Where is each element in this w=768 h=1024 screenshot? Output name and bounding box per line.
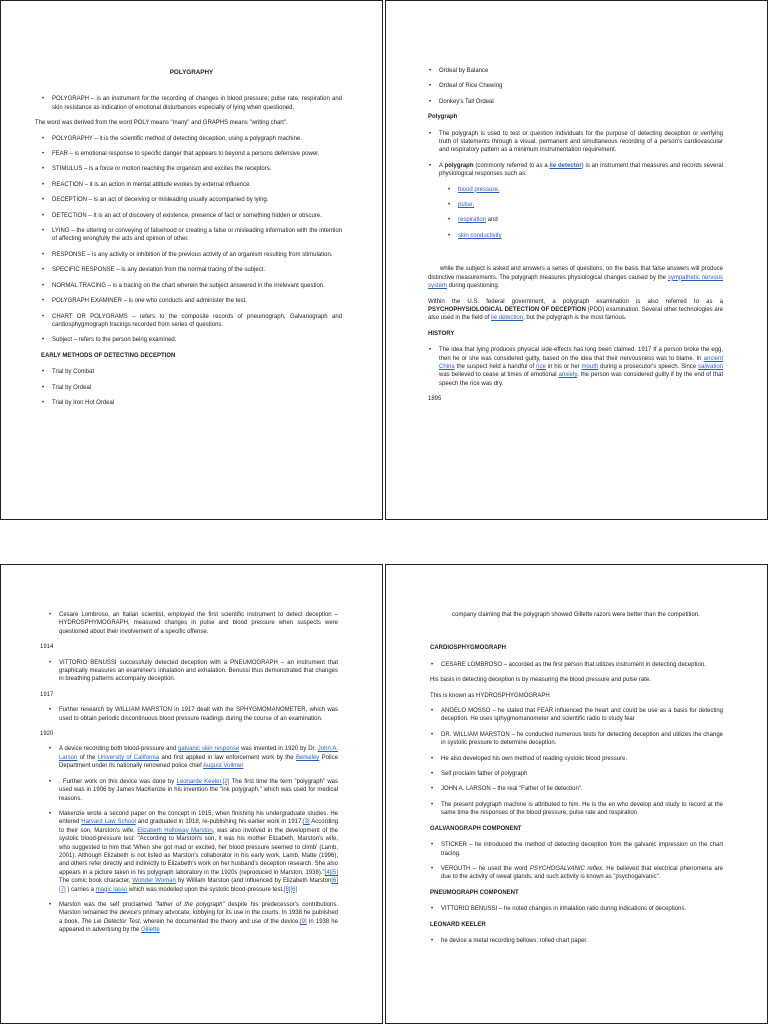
list-item: • The idea that lying produces physical side-effects has long been claimed. 1917 If a person broke the egg, then he or she was considered guilty, based on the idea that their nervousness was to blame. In ancient China the suspect held a handful of rice in his or her mouth during a prosecutor's speech. Since salivation was believed to cease at times of emotional anxiety, the person was considered guilty if by the end of that speech the rice was dry. <box>428 346 723 388</box>
definition-item: • POLYGRAPHY – it is the scientific method of detecting deception, using a polygraph machine. <box>41 135 342 143</box>
paragraph: Within the U.S. federal government, a polygraph examination is also referred to as a PSYCHOPHYSIOLOGICAL DETECTION OF DECEPTION (PDD) examination. Several other technologies are also used in the field of lie detection, but the polygraph is the most famous. <box>428 298 724 322</box>
derived-sentence: The word was derived from the word POLY means "many" and GRAPHS means "writing chart". <box>35 120 288 127</box>
list-item: • A polygraph (commonly referred to as a lie detector) is an instrument that measures and records several physiological responses such as: <box>428 162 723 179</box>
august-vollmer-link[interactable]: August Vollmer <box>203 763 244 770</box>
list-item: • He also developed his own method of reading systolic blood pressure. <box>430 755 723 763</box>
list-item: • DR. WILLIAM MARSTON – he conducted numerous tests for detecting deception and utilizes the change in systolic pressure to determine deception. <box>430 731 723 748</box>
elizabeth-marston-link[interactable]: Elizabeth Holloway Marston <box>137 827 213 834</box>
citation-link[interactable]: [8][6] <box>283 886 298 893</box>
list-item: • JOHN A. LARSON – the real "Father of lie detection". <box>430 785 723 793</box>
definition-item: • Subject – refers to the person being examined. <box>41 336 342 344</box>
document-page-2 <box>385 0 768 520</box>
paragraph: while the subject is asked and answers a series of questions, on the basis that false answers will produce distinctive measurements. The polygraph measures physiological changes caused by the sympathetic nervous system during questioning. <box>428 266 723 290</box>
definition-item: • NORMAL TRACING – is a tracing on the chart wherein the subject answered in the irrelevant question. <box>41 282 342 290</box>
definition-item: • STIMULUS – is a force or motion reaching the organism and excites the receptors. <box>41 165 342 173</box>
list-item: • Further research by WILLIAM MARSTON in 1917 dealt with the SPHYGMOMANOMETER, which was used to obtain periodic discontinuous blood pressure readings during the course of an examination. <box>48 706 338 723</box>
section-heading: GALVANOGRAPH COMPONENT <box>430 825 522 832</box>
list-item: • Ordeal by Balance <box>428 67 723 75</box>
definition-item: • DETECTION – It is an act of discovery of existence, presence of fact or something hidden or obscure. <box>41 212 342 220</box>
list-item <box>428 232 723 240</box>
magic-lasso-link[interactable]: magic lasso <box>95 886 128 893</box>
list-item: • Ordeal of Rice Chewing <box>428 82 723 90</box>
pulse-link[interactable]: pulse, <box>458 202 475 209</box>
skin-conductivity-link[interactable]: skin conductivity <box>458 232 502 239</box>
section-heading: CARDIOSPHYGMOGRAPH <box>430 645 507 652</box>
definition-item: • DECEPTION – is an act of deceiving or misleading usually accompanied by lying. <box>41 196 342 204</box>
definition-item: • POLYGRAPH EXAMINER – is one who conducts and administer the test. <box>41 297 342 305</box>
year-label: 1895 <box>428 396 442 403</box>
list-item: • respiration and <box>428 216 723 224</box>
year-label: 1920 <box>40 731 54 738</box>
list-item: • A device recording both blood-pressure and galvanic skin response was invented in 1920 by Dr. John A. Larson of the University of California and first applied in law enforcement work by the Berkeley Police Department under its nationally renowned police chief August Vollmer <box>48 745 338 770</box>
list-item <box>428 201 723 209</box>
section-heading: LEONARD KEELER <box>430 921 486 928</box>
blood-pressure-link[interactable]: blood pressure, <box>458 186 500 193</box>
ancient-china-link[interactable]: ancient China <box>439 355 723 370</box>
section-heading: Polygraph <box>428 114 458 121</box>
wonder-woman-link[interactable]: Wonder Woman <box>132 878 176 885</box>
definition-item: • FEAR – is emotional response to specific danger that appears to beyond a persons defensive power. <box>41 150 342 158</box>
list-item: • VERGUTH – he used the word PSYCHOGALVANIC reflex. He believed that electrical phenomena are due to the activity of sweat glands, and such activity is known as "psychogalvanic". <box>430 865 723 882</box>
definition-item: • REACTION – it is an action in mental attitude evokes by external influence. <box>41 181 342 189</box>
rice-link[interactable]: rice <box>536 363 546 370</box>
document-page-1 <box>0 0 383 520</box>
salivation-link[interactable]: salivation <box>697 363 723 370</box>
section-heading: HISTORY <box>428 330 455 337</box>
document-page-4 <box>385 564 768 1024</box>
mouth-link[interactable]: mouth <box>581 363 599 370</box>
berkeley-link[interactable]: Berkeley <box>295 754 320 761</box>
paragraph: This is known as HYDROSPHYGMOGRAPH <box>430 692 550 699</box>
list-item: • The polygraph is used to test or question individuals for the purpose of detecting deception or verifying truth of statements through a visual, permanent and simultaneous recording of a person's cardiovascular and respiratory pattern as a minimum instrumentation requirement. <box>428 130 723 155</box>
list-item: • he device a metal recording bellows; rolled chart paper. <box>430 937 723 945</box>
section-heading: EARLY METHODS OF DETECTING DECEPTION <box>41 352 176 359</box>
list-item: • Trial by Iron Hot Ordeal <box>41 399 342 407</box>
citation-link[interactable]: [3] <box>303 819 310 826</box>
list-item <box>428 186 723 194</box>
list-item: • Self proclaim father of polygraph <box>430 770 723 778</box>
page-title: POLYGRAPHY <box>169 69 214 76</box>
list-item: • STICKER – he introduced the method of detecting deception from the galvanic impression on the chart tracing. <box>430 841 723 858</box>
definition-item: • RESPONSE – is any activity or inhibition of the previous activity of an organism resulting from stimulation. <box>41 251 342 259</box>
year-label: 1917 <box>40 691 54 698</box>
citation-link[interactable]: [4][5] <box>324 869 338 876</box>
paragraph: company claiming that the polygraph showed Gillette razors were better than the competition. <box>452 612 700 618</box>
definition-item: • SPECIFIC RESPONSE – is any deviation from the normal tracing of the subject. <box>41 266 342 274</box>
gillette-link[interactable]: Gillette <box>141 927 160 934</box>
john-larson-link[interactable]: John A. Larson <box>59 746 339 761</box>
anxiety-link[interactable]: anxiety <box>558 372 578 379</box>
citation-link[interactable]: [9] <box>300 918 307 925</box>
list-item: • Marston was the self proclaimed "father of the polygraph" despite his predecessor's contributions. Marston remained the device's primary advocate, lobbying for its use in the courts. In 1938 he published a book, The Lie Detector Test, wherein he documented the theory and use of the device.[9] In 1938 he appeared in advertising by the Gillette <box>48 901 338 935</box>
definition-item: • LYING – the uttering or conveying of falsehood or creating a false or misleading information with the intention of affecting wrongfully the acts and opinion of other. <box>41 227 342 244</box>
list-item: • ANGELO MOSSO – he stated that FEAR influenced the heart and could be use as a basis for detecting deception. He uses sphygmomanometer and scientific radio to study fear <box>430 707 723 724</box>
list-item: • . Further work on this device was done by Leonarde Keeler.[2] The first time the term "polygraph" was used was in 1906 by James MacKenzie in his invention the "ink polygraph," which was used for medical reasons. <box>48 778 338 803</box>
lie-detector-link[interactable]: lie detector <box>549 162 582 169</box>
list-item: • POLYGRAPH – is an instrument for the recording of changes in blood pressure; pulse rate, respiration and skin resistance as indication of emotional disturbances especially of lying when questioned. <box>41 95 342 112</box>
document-page-3 <box>0 564 383 1024</box>
list-item: • Donkey's Tall Ordeal <box>428 98 723 106</box>
paragraph: His basis in detecting deception is by measuring the blood pressure and pulse rate. <box>430 677 651 684</box>
galvanic-skin-response-link[interactable]: galvanic skin response <box>178 746 240 753</box>
section-heading: PNEUMOGRAPH COMPONENT <box>430 889 519 896</box>
list-item: • VITTORIO BENUSSI successfully detected deception with a PNEUMOGRAPH – an instrument that graphically measures an examinee's inhalation and exhalation. Benussi thus demonstrated that changes in breathing patterns accompany deception. <box>48 659 338 684</box>
harvard-law-school-link[interactable]: Harvard Law School <box>81 819 136 826</box>
sympathetic-nervous-system-link[interactable]: sympathetic nervous system <box>428 274 723 290</box>
list-item: • VITTORIO BENUSSI – he noted changes in inhalation ratio during indications of deceptions. <box>430 905 723 913</box>
respiration-link[interactable]: respiration <box>458 217 487 224</box>
list-item: • Makenzie wrote a second paper on the concept in 1915, when finishing his undergraduate studies. He entered Harvard Law School and graduated in 1918, re-publishing his earlier work in 1917.[3] According to their son, Marston's wife, Elizabeth Holloway Marston, was also involved in the development of the systolic blood-pressure test: "According to Marston's son, it was his mother Elizabeth, Marston's wife, who suggested to him that 'When she got mad or excited, her blood pressure seemed to climb' (Lamb, 2001). Although Elizabeth is not listed as Marston's collaborator in his early work, Lamb, Matte (1996), and others refer directly and indirectly to Elizabeth's work on her husband's deception research. She also appears in a picture taken in his polygraph laboratory in the 1920s (reproduced in Marston, 1938)."[4][5] The comic book character, Wonder Woman by William Marston (and influenced by Elizabeth Marston[6][7] ) carries a magic lasso which was modelled upon the systolic blood-pressure test.[8][6] <box>48 810 338 894</box>
citation-link[interactable]: [6][7] <box>59 878 338 893</box>
list-item: • Trial by Ordeal <box>41 384 342 392</box>
list-item: • Cesare Lombroso, an Italian scientist, employed the first scientific instrument to detect deception – HYDROSPHYMOGRAPH, measured changes in pulse and blood pressure when suspects were questioned about their involvement of a specific offense. <box>48 611 338 636</box>
list-item: • Trial by Combat <box>41 368 342 376</box>
definition-item: • CHART OR POLYGRAMS – refers to the composite records of pneumograph, Galvanograph and cardiosphygmograph tracings recorded from series of questions. <box>41 313 342 330</box>
leonarde-keeler-link[interactable]: Leonarde Keeler.[2] <box>176 778 230 785</box>
list-item: • CESARE LOMBROSO – accorded as the first person that utilizes instrument in detecting deception. <box>430 661 723 669</box>
university-of-california-link[interactable]: University of California <box>97 754 160 761</box>
list-item: • The present polygraph machine is attributed to him. He is the en who develop and study to record at the same time the responses of the blood pressure, pulse rate and respiration <box>430 801 723 818</box>
year-label: 1914 <box>40 644 54 651</box>
lie-detection-link[interactable]: lie detection <box>491 315 524 322</box>
